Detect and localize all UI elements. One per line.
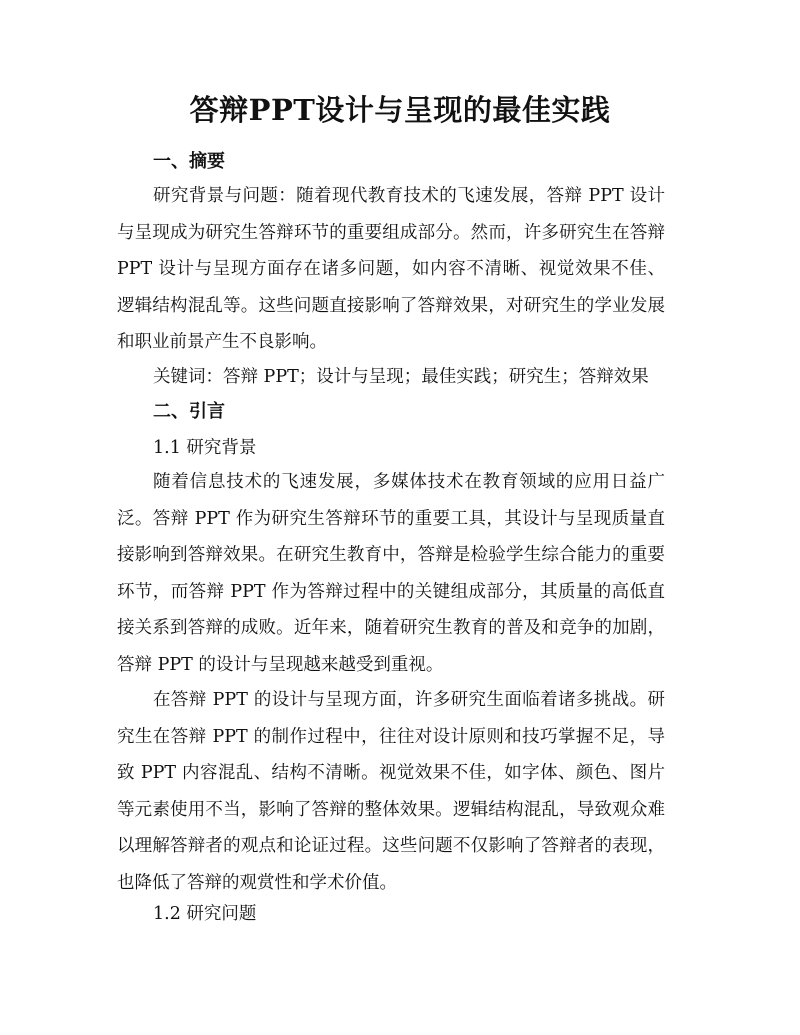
intro-heading: 二、引言 <box>153 401 225 422</box>
abstract-paragraph: 研究背景与问题：随着现代教育技术的飞速发展，答辩 PPT 设计与呈现成为研究生答辩环节的重要组成部分。然而，许多研究生在答辩 PPT 设计与呈现方面存在诸多问题，如内容不清晰、视觉效果不佳、逻辑结构混乱等。这些问题直接影响了答辩效果，对研究生的学业发展和职业前景产生不良影响。 <box>117 186 665 352</box>
intro-paragraph-2: 在答辩 PPT 的设计与呈现方面，许多研究生面临着诸多挑战。研究生在答辩 PPT 的制作过程中，往往对设计原则和技巧掌握不足，导致 PPT 内容混乱、结构不清晰。视觉效果不佳，如字体、颜色、图片等元素使用不当，影响了答辩的整体效果。逻辑结构混乱，导致观众难以理解答辩者的观点和论证过程。这些问题不仅影响了答辩者的表现，也降低了答辩的观赏性和学术价值。 <box>117 690 665 893</box>
document-title: 答辩PPT设计与呈现的最佳实践 <box>189 93 611 127</box>
section-1-2-heading: 1.2 研究问题 <box>153 904 257 924</box>
abstract-heading: 一、摘要 <box>153 151 225 172</box>
keywords-line: 关键词：答辩 PPT；设计与呈现；最佳实践；研究生；答辩效果 <box>153 367 649 387</box>
section-1-1-heading: 1.1 研究背景 <box>153 438 257 458</box>
intro-paragraph-1: 随着信息技术的飞速发展，多媒体技术在教育领域的应用日益广泛。答辩 PPT 作为研究生答辩环节的重要工具，其设计与呈现质量直接影响到答辩效果。在研究生教育中，答辩是检验学生综合能力的重要环节，而答辩 PPT 作为答辩过程中的关键组成部分，其质量的高低直接关系到答辩的成败。近年来，随着研究生教育的普及和竞争的加剧，答辩 PPT 的设计与呈现越来越受到重视。 <box>117 472 665 675</box>
